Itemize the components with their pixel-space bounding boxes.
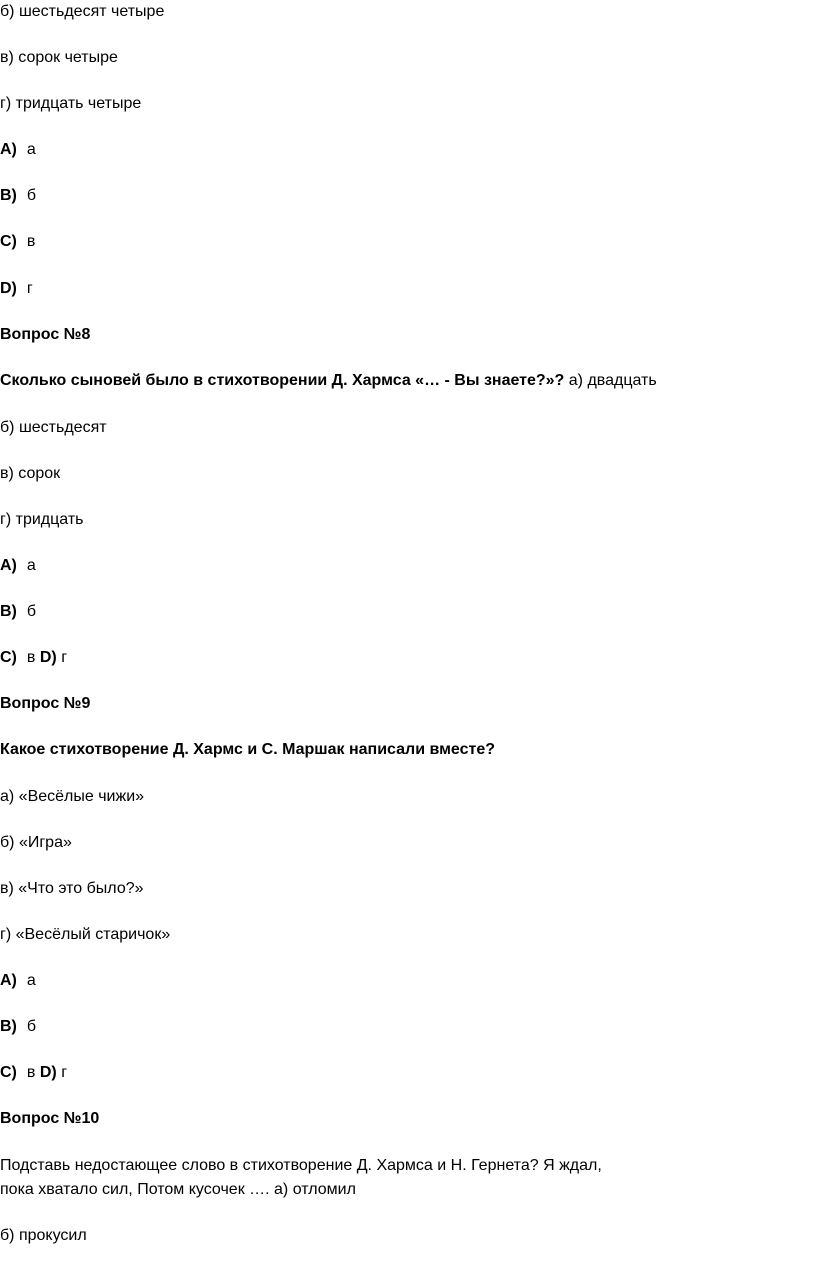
answer-key: B) — [0, 1018, 17, 1035]
answer-value: б — [26, 1018, 37, 1035]
q8-option-b: б) шестьдесят — [0, 419, 107, 436]
q9-option-a: а) «Весёлые чижи» — [0, 788, 145, 805]
q9-option-c: в) «Что это было?» — [0, 880, 144, 897]
q9-option-b: б) «Игра» — [0, 834, 72, 851]
q7-option-c: в) сорок четыре — [0, 49, 118, 66]
answer-value: г — [26, 280, 33, 297]
answer-value: а — [26, 141, 36, 158]
q8-option-a: а) двадцать — [568, 372, 657, 389]
q7-option-b: б) шестьдесят четыре — [0, 3, 165, 20]
q8-question-line — [0, 371, 657, 391]
answer-key: C) — [0, 1064, 17, 1081]
answer-key: A) — [0, 557, 17, 574]
q8-title: Вопрос №8 — [0, 326, 91, 343]
q8-answer-cd — [0, 648, 67, 668]
q10-question-line-2: пока хватало сил, Потом кусочек …. а) отломил — [0, 1181, 356, 1198]
q7-answer-c — [0, 232, 35, 252]
q8-question: Сколько сыновей было в стихотворении Д. Хармса «… - Вы знаете?»? — [0, 372, 565, 389]
answer-value: в — [26, 649, 36, 666]
q9-answer-b — [0, 1017, 36, 1037]
answer-value: а — [26, 557, 36, 574]
answer-key: A) — [0, 972, 17, 989]
q8-option-c: в) сорок — [0, 465, 61, 482]
answer-value: г — [61, 649, 68, 666]
answer-key: C) — [0, 649, 17, 666]
q10-title: Вопрос №10 — [0, 1110, 100, 1127]
q10-option-b: б) прокусил — [0, 1227, 87, 1244]
answer-value: в — [26, 1064, 36, 1081]
q8-answer-a — [0, 556, 36, 576]
q8-answer-b — [0, 602, 36, 622]
q7-answer-d — [0, 279, 33, 299]
q7-answer-a — [0, 140, 36, 160]
answer-value: г — [61, 1064, 68, 1081]
answer-key: D) — [0, 280, 17, 297]
answer-key: D) — [39, 1064, 57, 1081]
answer-value: а — [26, 972, 36, 989]
answer-value: б — [26, 603, 37, 620]
answer-key: C) — [0, 233, 17, 250]
q7-option-d: г) тридцать четыре — [0, 95, 142, 112]
q9-question: Какое стихотворение Д. Хармс и С. Маршак написали вместе? — [0, 741, 496, 758]
answer-key: A) — [0, 141, 17, 158]
answer-key: B) — [0, 603, 17, 620]
answer-key: B) — [0, 187, 17, 204]
q9-answer-cd — [0, 1063, 67, 1083]
q8-option-d: г) тридцать — [0, 511, 84, 528]
answer-value: б — [26, 187, 37, 204]
q10-question-line-1: Подставь недостающее слово в стихотворение Д. Хармса и Н. Гернета? Я ждал, — [0, 1157, 602, 1174]
q9-title: Вопрос №9 — [0, 695, 91, 712]
q9-option-d: г) «Весёлый старичок» — [0, 926, 171, 943]
answer-key: D) — [39, 649, 57, 666]
q7-answer-b — [0, 186, 36, 206]
answer-value: в — [26, 233, 36, 250]
q9-answer-a — [0, 971, 36, 991]
